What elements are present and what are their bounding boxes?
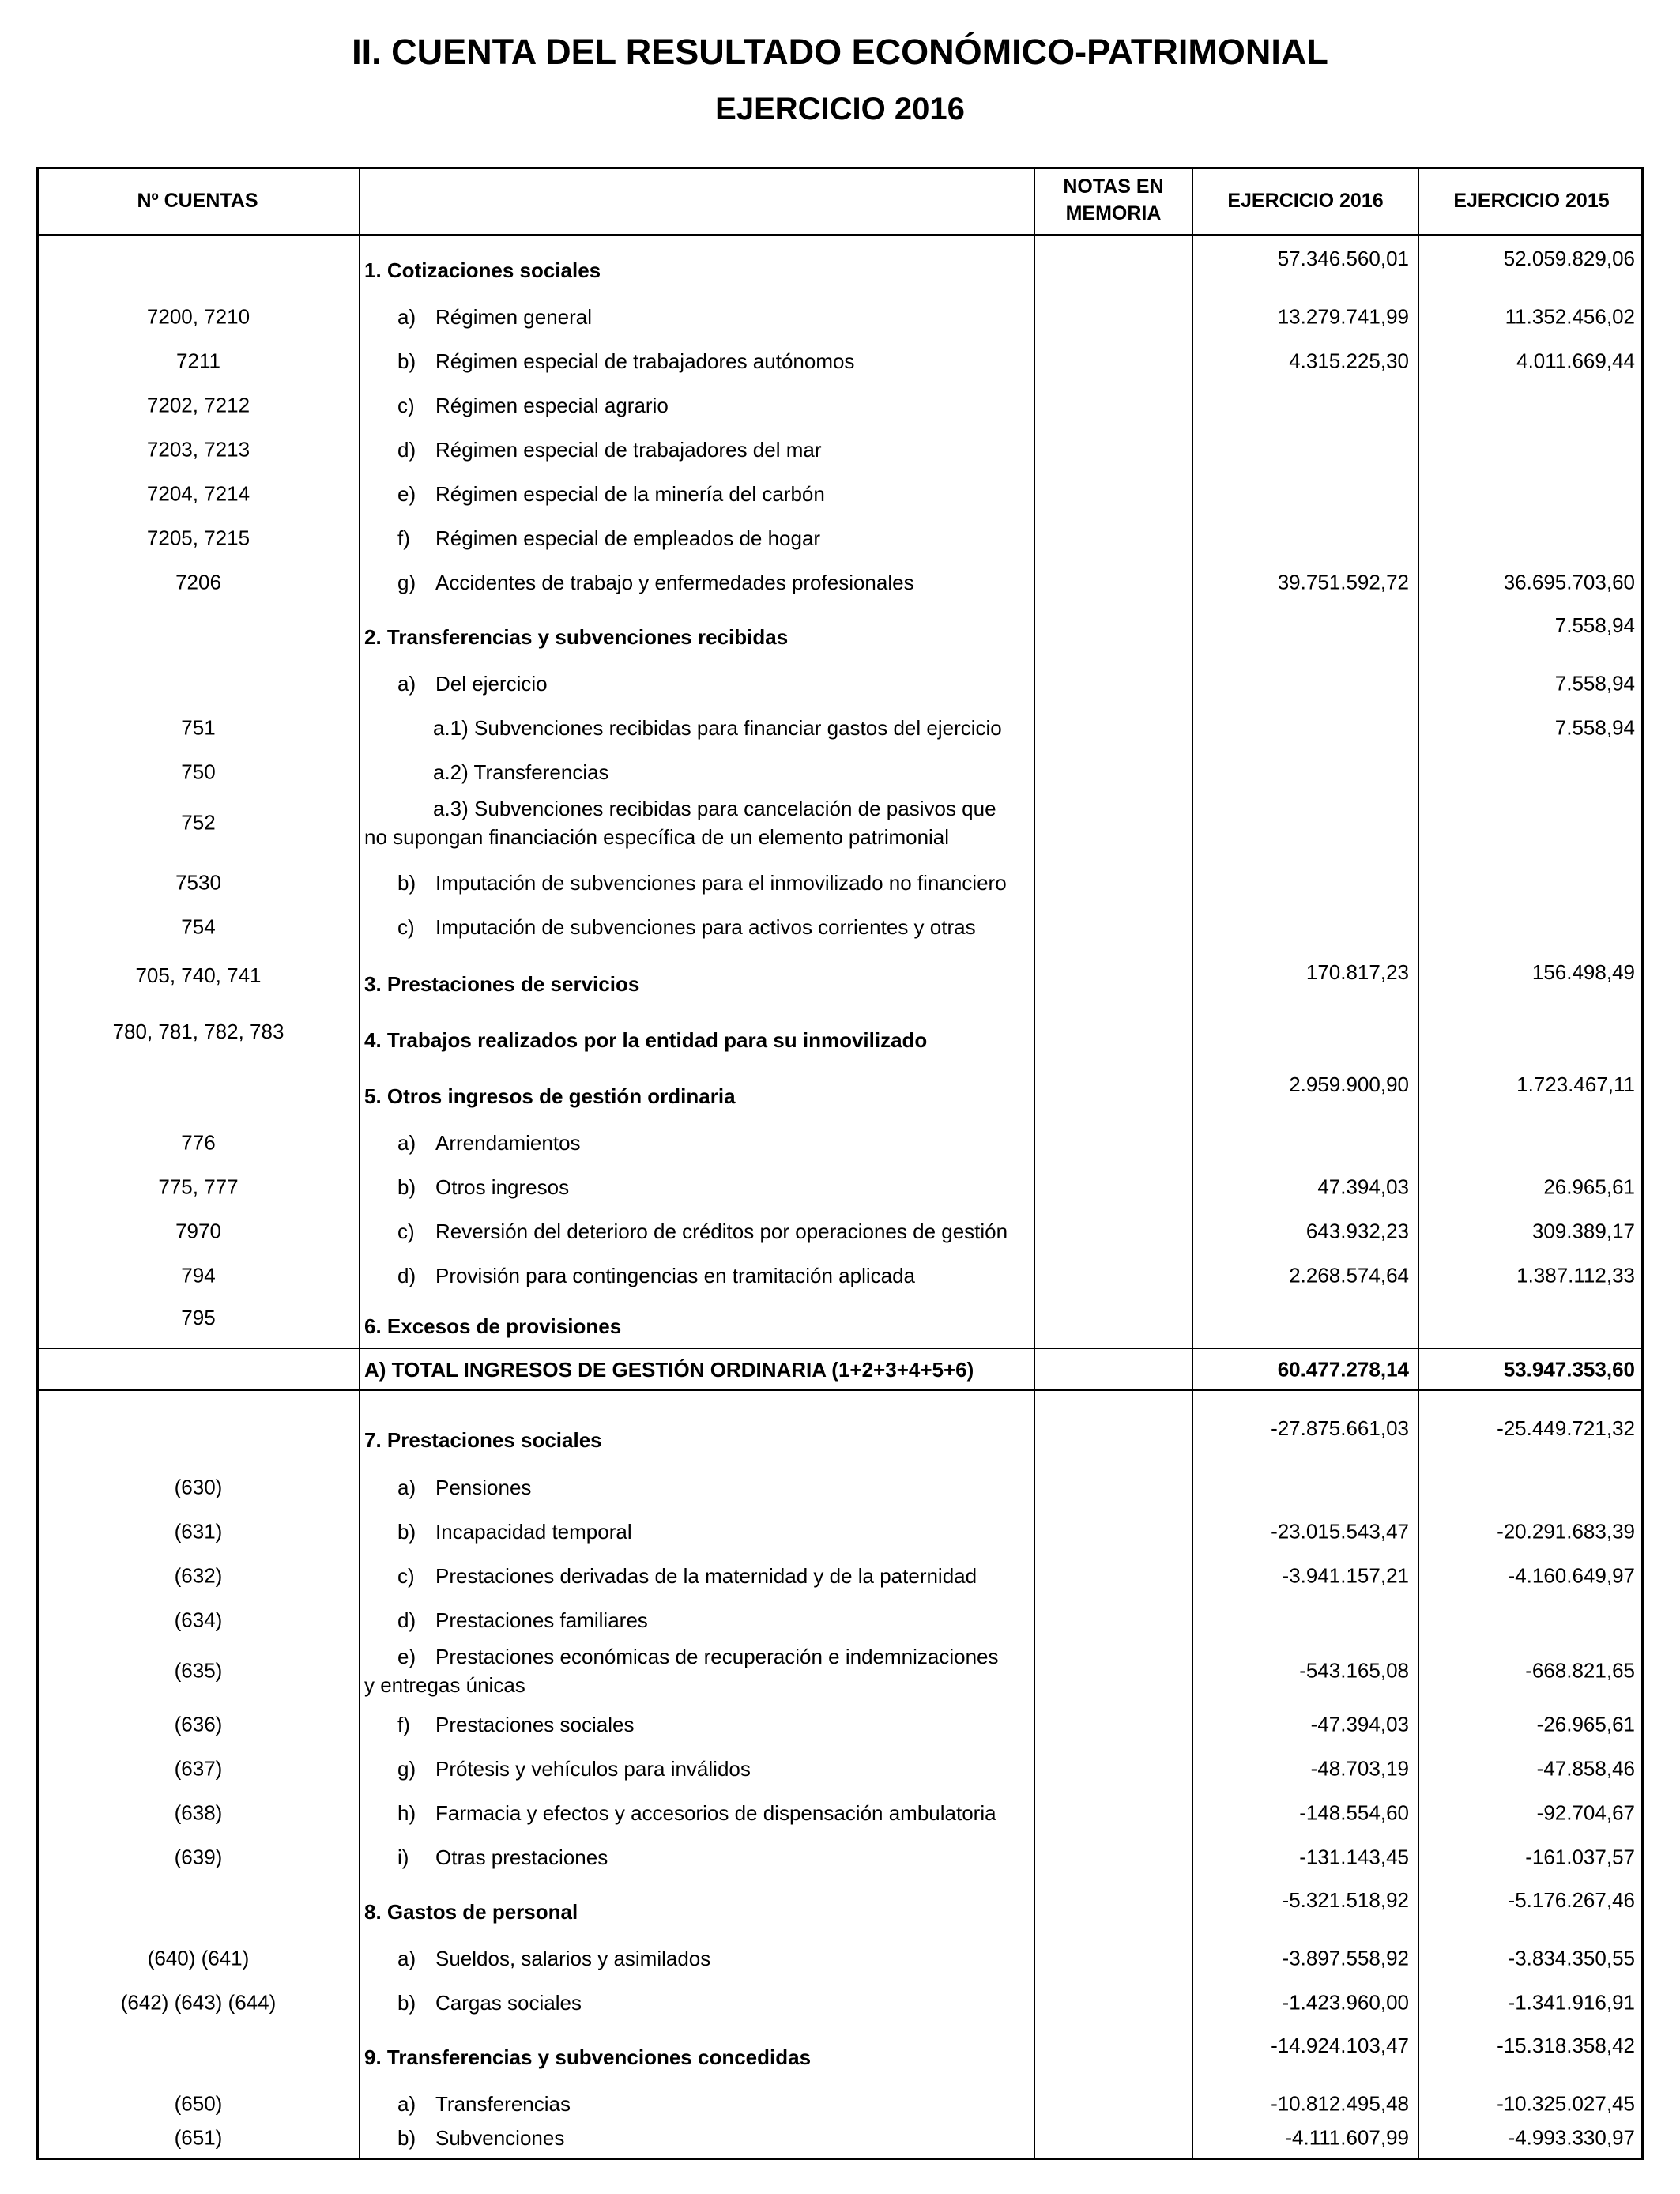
value-2015: -1.341.916,91 bbox=[1508, 1990, 1635, 2015]
row-description: a) Régimen general bbox=[397, 305, 593, 329]
row-description: a) Transferencias bbox=[397, 2092, 571, 2116]
row-description: e) Régimen especial de la minería del carbón bbox=[397, 482, 825, 506]
account-number: 705, 740, 741 bbox=[135, 963, 262, 987]
account-number: 750 bbox=[181, 760, 216, 784]
total-value-2015: 53.947.353,60 bbox=[1503, 1357, 1635, 1381]
row-description: b) Subvenciones bbox=[397, 2126, 565, 2150]
account-number: (636) bbox=[174, 1712, 223, 1736]
account-number: (639) bbox=[174, 1845, 223, 1869]
table-row bbox=[36, 560, 1644, 605]
value-2016: -1.423.960,00 bbox=[1282, 1990, 1409, 2015]
row-description: a) Sueldos, salarios y asimilados bbox=[397, 1947, 711, 1970]
account-number: 780, 781, 782, 783 bbox=[112, 1020, 284, 1043]
value-2015: -15.318.358,42 bbox=[1497, 2034, 1635, 2057]
table-row bbox=[36, 1165, 1644, 1209]
value-2016: -3.941.157,21 bbox=[1282, 1563, 1409, 1588]
account-number: 7205, 7215 bbox=[146, 526, 250, 550]
row-description: a.2) Transferencias bbox=[433, 760, 609, 784]
table-row bbox=[36, 957, 1644, 1001]
value-2015: 36.695.703,60 bbox=[1503, 570, 1635, 594]
section-heading: 8. Gastos de personal bbox=[364, 1900, 578, 1924]
table-row bbox=[36, 1510, 1644, 1554]
header-divider bbox=[36, 234, 1644, 236]
account-number: (631) bbox=[174, 1519, 223, 1544]
table-row bbox=[36, 1253, 1644, 1298]
value-2016: -4.111.607,99 bbox=[1285, 2125, 1409, 2150]
section-heading: 2. Transferencias y subvenciones recibidas bbox=[364, 625, 789, 649]
value-2015: -20.291.683,39 bbox=[1497, 1519, 1635, 1544]
row-description: i) Otras prestaciones bbox=[397, 1845, 608, 1869]
row-description: a) Pensiones bbox=[397, 1476, 532, 1499]
value-2015: 1.723.467,11 bbox=[1516, 1072, 1635, 1096]
row-description: f) Régimen especial de empleados de hogar bbox=[397, 526, 821, 550]
row-description: b) Cargas sociales bbox=[397, 1991, 582, 2015]
header-notas-line2: MEMORIA bbox=[1065, 202, 1162, 224]
table-row bbox=[36, 1121, 1644, 1165]
row-description: f) Prestaciones sociales bbox=[397, 1713, 635, 1736]
value-2016: -14.924.103,47 bbox=[1271, 2034, 1409, 2057]
section-heading: 1. Cotizaciones sociales bbox=[364, 258, 601, 282]
value-2016: 170.817,23 bbox=[1305, 960, 1409, 984]
table-row bbox=[36, 1465, 1644, 1510]
total-divider-bottom bbox=[36, 1389, 1644, 1391]
account-number: (630) bbox=[174, 1475, 223, 1499]
section-heading: 5. Otros ingresos de gestión ordinaria bbox=[364, 1084, 736, 1108]
value-2015: 26.965,61 bbox=[1543, 1174, 1635, 1199]
table-row bbox=[36, 516, 1644, 560]
value-2016: -10.812.495,48 bbox=[1271, 2091, 1409, 2116]
value-2016: 13.279.741,99 bbox=[1277, 304, 1409, 329]
row-description: c) Imputación de subvenciones para activos corrientes y otras bbox=[397, 915, 976, 939]
value-2015: -161.037,57 bbox=[1525, 1845, 1635, 1869]
value-2015: 156.498,49 bbox=[1531, 960, 1635, 984]
value-2015: 7.558,94 bbox=[1554, 715, 1635, 740]
value-2015: 1.387.112,33 bbox=[1516, 1263, 1635, 1287]
table-row bbox=[36, 383, 1644, 428]
value-2016: 4.315.225,30 bbox=[1289, 349, 1409, 373]
header-ej2016: EJERCICIO 2016 bbox=[1227, 190, 1384, 212]
page-subtitle: EJERCICIO 2016 bbox=[715, 92, 965, 126]
header-ej2015: EJERCICIO 2015 bbox=[1453, 190, 1610, 212]
account-number: 7204, 7214 bbox=[146, 481, 250, 506]
row-description: c) Reversión del deterioro de créditos por operaciones de gestión bbox=[397, 1220, 1008, 1243]
section-heading: 6. Excesos de provisiones bbox=[364, 1314, 622, 1338]
page-title: II. CUENTA DEL RESULTADO ECONÓMICO-PATRIMONIAL bbox=[352, 32, 1328, 72]
account-number: (632) bbox=[174, 1563, 223, 1588]
section-heading: 3. Prestaciones de servicios bbox=[364, 972, 640, 996]
total-label: A) TOTAL INGRESOS DE GESTIÓN ORDINARIA (1+2+3+4+5+6) bbox=[364, 1357, 974, 1382]
account-number: (642) (643) (644) bbox=[120, 1990, 277, 2015]
table-row bbox=[36, 1554, 1644, 1598]
table-row bbox=[36, 1791, 1644, 1835]
table-row bbox=[36, 1013, 1644, 1057]
table-row bbox=[36, 662, 1644, 706]
value-2015: -25.449.721,32 bbox=[1497, 1416, 1635, 1440]
value-2016: -3.897.558,92 bbox=[1282, 1946, 1409, 1970]
table-row bbox=[36, 794, 1644, 851]
account-number: 752 bbox=[181, 810, 216, 835]
section-heading: 9. Transferencias y subvenciones concedidas bbox=[364, 2045, 812, 2069]
value-2015: -92.704,67 bbox=[1536, 1800, 1635, 1825]
total-value-2016: 60.477.278,14 bbox=[1277, 1357, 1409, 1381]
header-notas bbox=[1035, 173, 1192, 227]
value-2016: -23.015.543,47 bbox=[1271, 1519, 1409, 1544]
value-2016: 39.751.592,72 bbox=[1277, 570, 1409, 594]
value-2015: -668.821,65 bbox=[1525, 1658, 1635, 1683]
table-row bbox=[36, 428, 1644, 472]
section-heading: 4. Trabajos realizados por la entidad para su inmovilizado bbox=[364, 1028, 928, 1052]
account-number: (637) bbox=[174, 1756, 223, 1781]
table-row bbox=[36, 1981, 1644, 2025]
row-description: g) Prótesis y vehículos para inválidos bbox=[397, 1757, 751, 1781]
value-2016: 643.932,23 bbox=[1305, 1219, 1409, 1243]
account-number: 7970 bbox=[175, 1219, 221, 1243]
row-description: d) Provisión para contingencias en tramitación aplicada bbox=[397, 1264, 916, 1287]
table-row bbox=[36, 1936, 1644, 1981]
account-number: 775, 777 bbox=[158, 1174, 239, 1199]
row-description: b) Imputación de subvenciones para el inmovilizado no financiero bbox=[397, 871, 1007, 895]
account-number: 7530 bbox=[175, 870, 221, 895]
account-number: (650) bbox=[174, 2091, 223, 2116]
table-row bbox=[36, 1835, 1644, 1879]
value-2015: -26.965,61 bbox=[1536, 1712, 1635, 1736]
account-number: (638) bbox=[174, 1800, 223, 1825]
value-2015: 7.558,94 bbox=[1554, 671, 1635, 696]
value-2015: -47.858,46 bbox=[1536, 1756, 1635, 1781]
value-2016: -148.554,60 bbox=[1299, 1800, 1409, 1825]
value-2015: -4.160.649,97 bbox=[1508, 1563, 1635, 1588]
table-row bbox=[36, 1702, 1644, 1747]
account-number: 776 bbox=[181, 1130, 216, 1155]
value-2015: 7.558,94 bbox=[1554, 613, 1635, 637]
value-2015: -10.325.027,45 bbox=[1497, 2091, 1635, 2116]
row-description: a) Arrendamientos bbox=[397, 1131, 581, 1155]
row-description: d) Prestaciones familiares bbox=[397, 1608, 648, 1632]
account-number: (635) bbox=[174, 1658, 223, 1683]
table-row bbox=[36, 1747, 1644, 1791]
table-row bbox=[36, 295, 1644, 339]
row-description: b) Régimen especial de trabajadores autónomos bbox=[397, 349, 855, 373]
value-2016: -48.703,19 bbox=[1310, 1756, 1409, 1781]
total-row bbox=[36, 1349, 1644, 1389]
value-2016: 2.959.900,90 bbox=[1289, 1072, 1409, 1096]
account-number: 7203, 7213 bbox=[146, 437, 250, 462]
value-2016: -543.165,08 bbox=[1299, 1658, 1409, 1683]
row-description: g) Accidentes de trabajo y enfermedades profesionales bbox=[397, 571, 914, 594]
account-number: 7200, 7210 bbox=[146, 304, 250, 329]
table-row bbox=[36, 2116, 1644, 2160]
section-heading: 7. Prestaciones sociales bbox=[364, 1428, 602, 1452]
table-row bbox=[36, 1299, 1644, 1344]
value-2016: -5.321.518,92 bbox=[1282, 1888, 1409, 1912]
account-number: (640) (641) bbox=[147, 1946, 250, 1970]
value-2016: -47.394,03 bbox=[1310, 1712, 1409, 1736]
row-description: e) Prestaciones económicas de recuperación e indemnizaciones y entregas únicas bbox=[364, 1645, 999, 1697]
account-number: 7202, 7212 bbox=[146, 393, 250, 417]
table-row bbox=[36, 610, 1644, 654]
value-2015: -5.176.267,46 bbox=[1508, 1888, 1635, 1912]
value-2016: 57.346.560,01 bbox=[1277, 247, 1409, 270]
row-description: c) Régimen especial agrario bbox=[397, 394, 669, 417]
row-description: h) Farmacia y efectos y accesorios de dispensación ambulatoria bbox=[397, 1801, 996, 1825]
value-2016: -131.143,45 bbox=[1299, 1845, 1409, 1869]
table-row bbox=[36, 2030, 1644, 2075]
table-row bbox=[36, 1885, 1644, 1929]
value-2015: 52.059.829,06 bbox=[1503, 247, 1635, 270]
header-cuentas: Nº CUENTAS bbox=[137, 190, 258, 212]
header-notas-line1: NOTAS EN bbox=[1063, 175, 1164, 198]
value-2016: 2.268.574,64 bbox=[1289, 1263, 1409, 1287]
row-description: d) Régimen especial de trabajadores del mar bbox=[397, 438, 822, 462]
table-row bbox=[36, 750, 1644, 794]
table-row bbox=[36, 472, 1644, 516]
value-2015: 11.352.456,02 bbox=[1505, 304, 1635, 329]
value-2015: 4.011.669,44 bbox=[1516, 349, 1635, 373]
account-number: 795 bbox=[181, 1306, 216, 1329]
table-row bbox=[36, 243, 1644, 288]
row-description: c) Prestaciones derivadas de la maternidad y de la paternidad bbox=[397, 1564, 977, 1588]
table-row bbox=[36, 1642, 1644, 1699]
row-description: a.3) Subvenciones recibidas para cancelación de pasivos que no supongan financiación específica de un elemento patrimonial bbox=[364, 797, 996, 849]
table-row bbox=[36, 1598, 1644, 1642]
account-number: (651) bbox=[174, 2125, 223, 2150]
value-2016: -27.875.661,03 bbox=[1271, 1416, 1409, 1440]
account-number: 7206 bbox=[175, 570, 221, 594]
value-2015: 309.389,17 bbox=[1531, 1219, 1635, 1243]
account-number: (634) bbox=[174, 1608, 223, 1632]
row-description: b) Incapacidad temporal bbox=[397, 1520, 632, 1544]
account-number: 7211 bbox=[176, 349, 220, 373]
row-description: b) Otros ingresos bbox=[397, 1175, 570, 1199]
value-2015: -4.993.330,97 bbox=[1508, 2125, 1635, 2150]
table-row bbox=[36, 861, 1644, 905]
table-row bbox=[36, 1069, 1644, 1114]
table-row bbox=[36, 339, 1644, 383]
account-number: 754 bbox=[181, 914, 216, 939]
value-2016: 47.394,03 bbox=[1317, 1174, 1409, 1199]
table-row bbox=[36, 706, 1644, 750]
value-2015: -3.834.350,55 bbox=[1508, 1946, 1635, 1970]
row-description: a.1) Subvenciones recibidas para financiar gastos del ejercicio bbox=[433, 716, 1002, 740]
table-row bbox=[36, 905, 1644, 949]
table-row bbox=[36, 1413, 1644, 1457]
row-description: a) Del ejercicio bbox=[397, 672, 548, 696]
table-row bbox=[36, 1209, 1644, 1253]
account-number: 794 bbox=[181, 1263, 216, 1287]
account-number: 751 bbox=[181, 715, 216, 740]
